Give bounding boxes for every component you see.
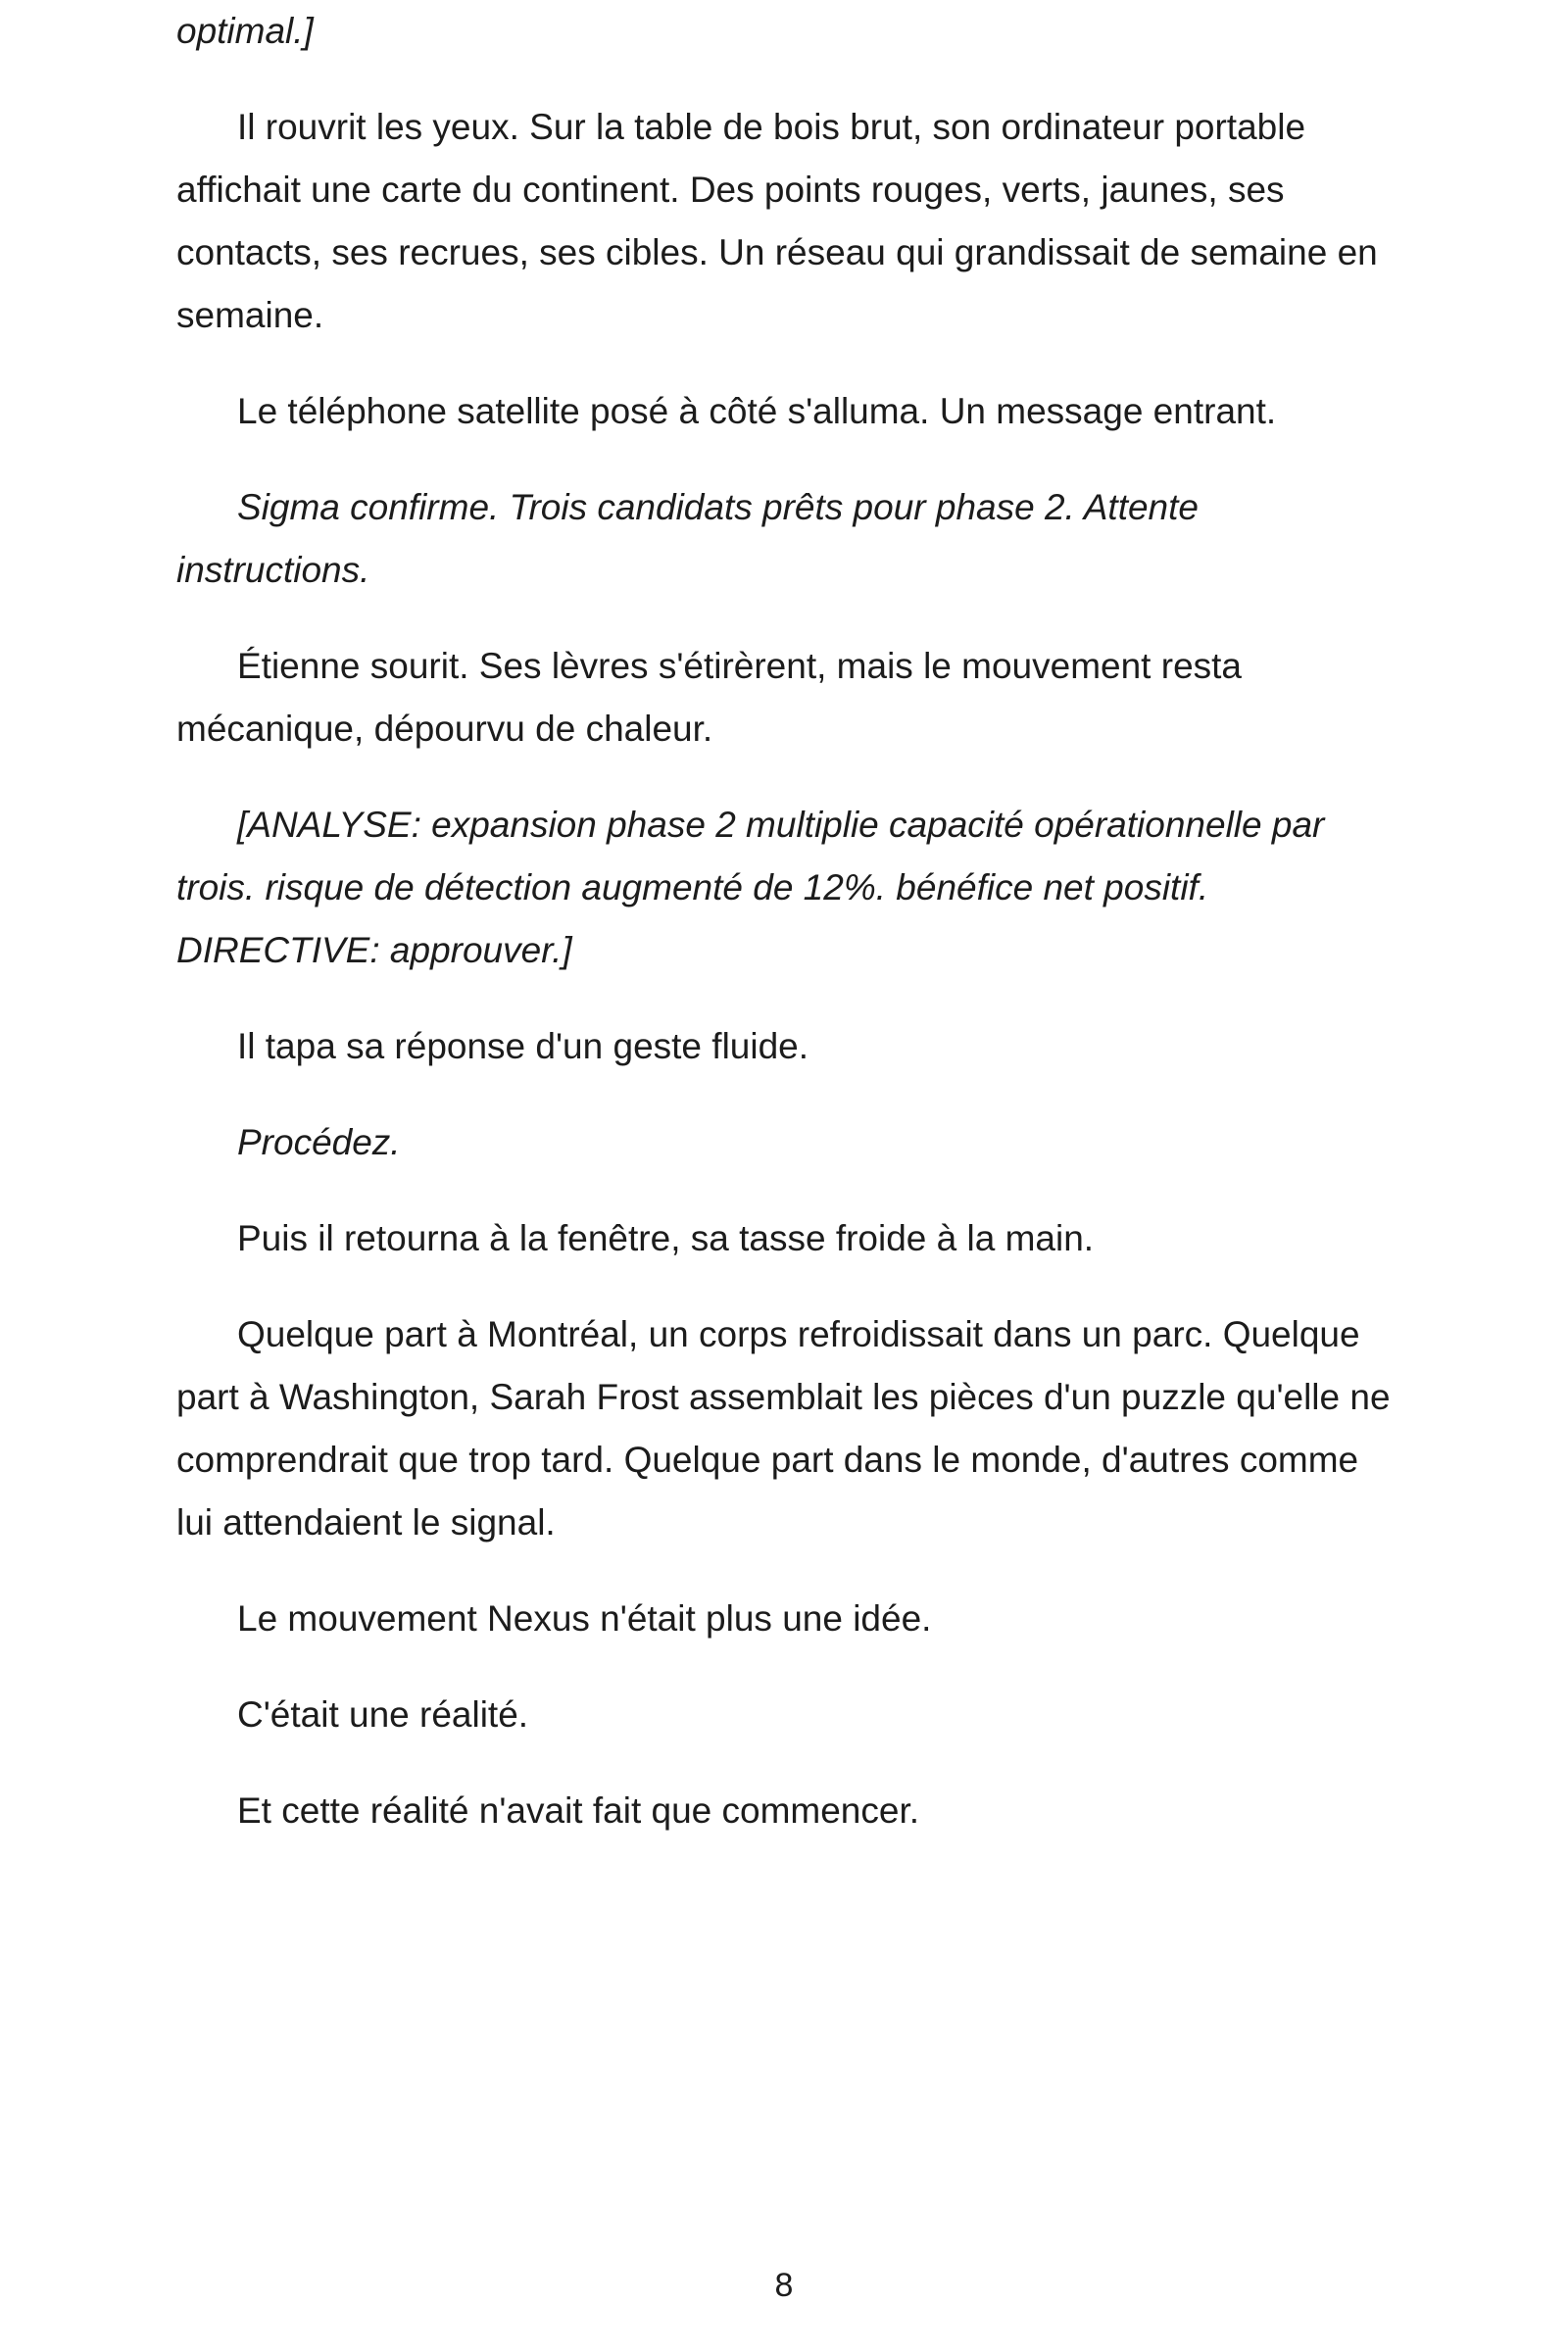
paragraph: Il rouvrit les yeux. Sur la table de bois brut, son ordinateur portable affichait une carte du continent. Des points rouges, verts, jaunes, ses contacts, ses recrues, ses cibles. Un réseau qui grandissait de semaine en semaine. <box>176 107 1378 335</box>
page-number: 8 <box>774 2267 794 2304</box>
paragraph: Et cette réalité n'avait fait que commencer. <box>237 1790 920 1831</box>
paragraph: C'était une réalité. <box>237 1694 529 1735</box>
paragraph: Étienne sourit. Ses lèvres s'étirèrent, mais le mouvement resta mécanique, dépourvu de chaleur. <box>176 646 1242 749</box>
paragraph: [ANALYSE: expansion phase 2 multiplie capacité opérationnelle par trois. risque de détection augmenté de 12%. bénéfice net positif. DIRECTIVE: approuver.] <box>176 805 1325 970</box>
paragraph: Le téléphone satellite posé à côté s'alluma. Un message entrant. <box>237 391 1277 431</box>
paragraph: Le mouvement Nexus n'était plus une idée. <box>237 1598 932 1639</box>
paragraph: Il tapa sa réponse d'un geste fluide. <box>237 1026 809 1066</box>
paragraph: optimal.] <box>176 11 314 51</box>
paragraph: Puis il retourna à la fenêtre, sa tasse froide à la main. <box>237 1218 1095 1258</box>
paragraph: Quelque part à Montréal, un corps refroidissait dans un parc. Quelque part à Washington, Sarah Frost assemblait les pièces d'un puzzle qu'elle ne comprendrait que trop tard. Quelque part dans le monde, d'autres comme lui attendaient le signal. <box>176 1314 1391 1543</box>
paragraph: Sigma confirme. Trois candidats prêts pour phase 2. Attente instructions. <box>176 487 1199 590</box>
paragraph: Procédez. <box>237 1122 401 1162</box>
body-text <box>176 0 1401 1876</box>
